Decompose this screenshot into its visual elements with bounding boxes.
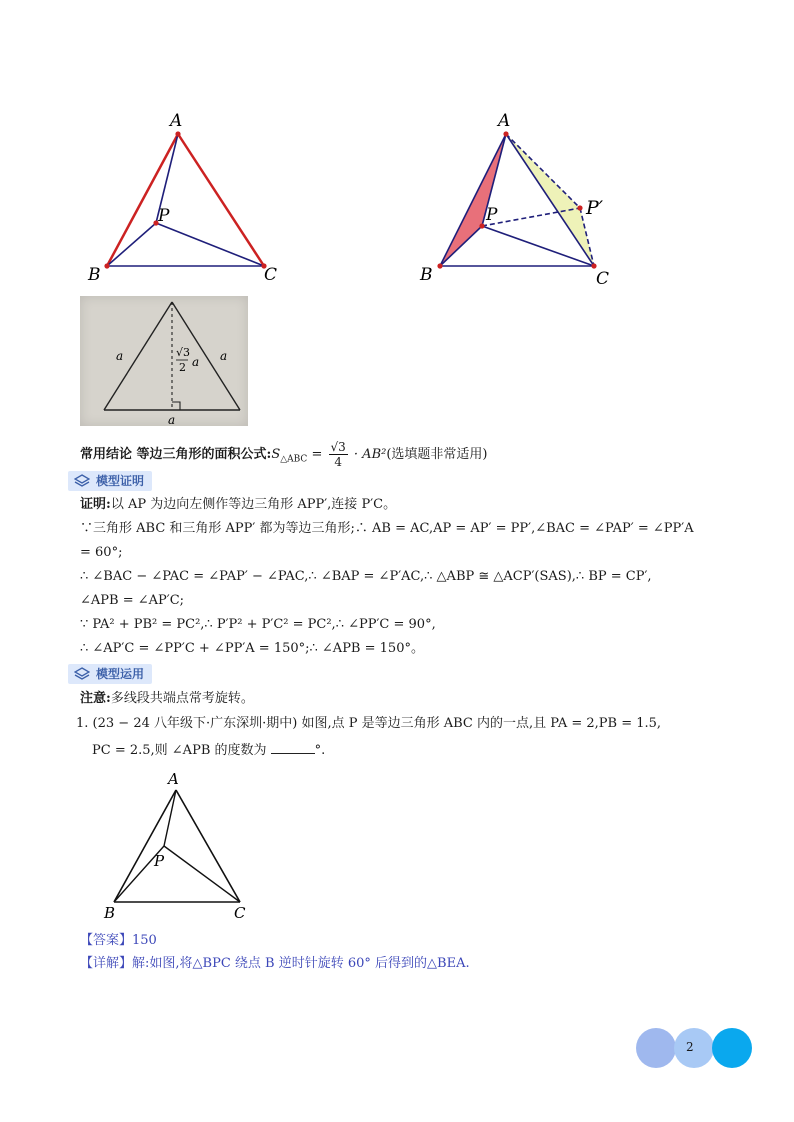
note-text: 多线段共端点常考旋转。	[110, 691, 254, 706]
label-b: B	[420, 265, 433, 285]
page-circle-right	[712, 1028, 752, 1068]
proof-line-4: ∴ ∠BAC − ∠PAC = ∠PAP′ − ∠PAC,∴ ∠BAP = ∠P′AC,∴ △ABP ≅ △ACP′(SAS),∴ BP = CP′,	[80, 569, 652, 584]
formula-num: √3	[330, 440, 346, 454]
formula-note: (选填题非常适用)	[386, 447, 488, 462]
section-proof-tag	[68, 471, 152, 491]
proof-text-1: 以 AP 为边向左侧作等边三角形 APP′,连接 P′C。	[110, 497, 397, 512]
base-label: a	[168, 413, 176, 426]
label-p-prime: P′	[586, 197, 604, 219]
formula-eq: =	[307, 447, 327, 462]
formula-rhs: · AB²	[349, 447, 387, 462]
question-degree: °.	[314, 743, 326, 758]
label-p: P	[158, 206, 170, 226]
detail-text: 解:如图,将△BPC 绕点 B 逆时针旋转 60° 后得到的△BEA.	[132, 956, 470, 971]
label-a: A	[168, 770, 179, 788]
label-c: C	[264, 265, 278, 285]
note-line	[80, 688, 254, 710]
proof-line-7: ∴ ∠AP′C = ∠PP′C + ∠PP′A = 150°;∴ ∠APB = 150°。	[80, 641, 424, 656]
formula-lhs-sub: △ABC	[280, 454, 308, 465]
figure-rotation	[410, 100, 640, 290]
label-c: C	[596, 269, 610, 289]
proof-line-2: ∵三角形 ABC 和三角形 APP′ 都为等边三角形;∴ AB = AC,AP = AP′ = PP′,∠BAC = ∠PAP′ = ∠PP′A	[80, 521, 694, 536]
side-right-label: a	[220, 349, 228, 363]
question-number: 1.	[76, 716, 89, 731]
answer-line	[80, 930, 157, 952]
note-label: 注意:	[80, 691, 111, 706]
page-circle-mid	[674, 1028, 714, 1068]
layers-icon	[74, 666, 90, 682]
answer-value: 150	[132, 933, 157, 948]
area-formula	[80, 440, 488, 471]
proof-line-3: = 60°;	[80, 545, 123, 560]
label-p: P	[486, 205, 498, 225]
section-apply-tag	[68, 664, 152, 684]
side-left-label: a	[116, 349, 124, 363]
question-text-1: (23 − 24 八年级下·广东深圳·期中) 如图,点 P 是等边三角形 ABC 内的一点,且 PA = 2,PB = 1.5,	[92, 716, 662, 731]
label-a: A	[498, 111, 511, 131]
label-b: B	[88, 265, 101, 285]
question-text-2: PC = 2.5,则 ∠APB 的度数为	[92, 743, 267, 758]
detail-label: 【详解】	[80, 956, 133, 971]
layers-icon	[74, 473, 90, 489]
formula-lhs: S	[271, 447, 281, 462]
question-line-1	[76, 713, 661, 735]
figure-triangle-red	[80, 100, 300, 290]
formula-fraction	[329, 440, 348, 469]
label-a: A	[170, 111, 183, 131]
height-variable: a	[192, 355, 200, 369]
formula-den: 4	[334, 455, 342, 469]
equilateral-height-photo	[80, 296, 248, 426]
answer-label: 【答案】	[80, 933, 133, 948]
answer-blank[interactable]	[271, 741, 315, 754]
section-proof-title: 模型证明	[96, 474, 145, 488]
proof-line-6: ∵ PA² + PB² = PC²,∴ P′P² + P′C² = PC²,∴ ∠PP′C = 90°,	[80, 617, 436, 632]
label-c: C	[234, 904, 246, 922]
detail-line	[80, 953, 470, 975]
section-apply-title: 模型运用	[96, 667, 145, 681]
proof-line-1	[80, 494, 396, 516]
figure-question-triangle	[96, 768, 266, 928]
page-number: 2	[686, 1040, 694, 1054]
height-numerator: √3	[176, 346, 191, 359]
page-circle-left	[636, 1028, 676, 1068]
question-line-2	[92, 740, 325, 762]
proof-label: 证明:	[80, 497, 111, 512]
label-b: B	[104, 904, 116, 922]
proof-line-5: ∠APB = ∠AP′C;	[80, 593, 185, 608]
label-p: P	[154, 852, 165, 870]
formula-label: 常用结论 等边三角形的面积公式:	[80, 447, 272, 462]
height-denominator: 2	[179, 361, 186, 374]
